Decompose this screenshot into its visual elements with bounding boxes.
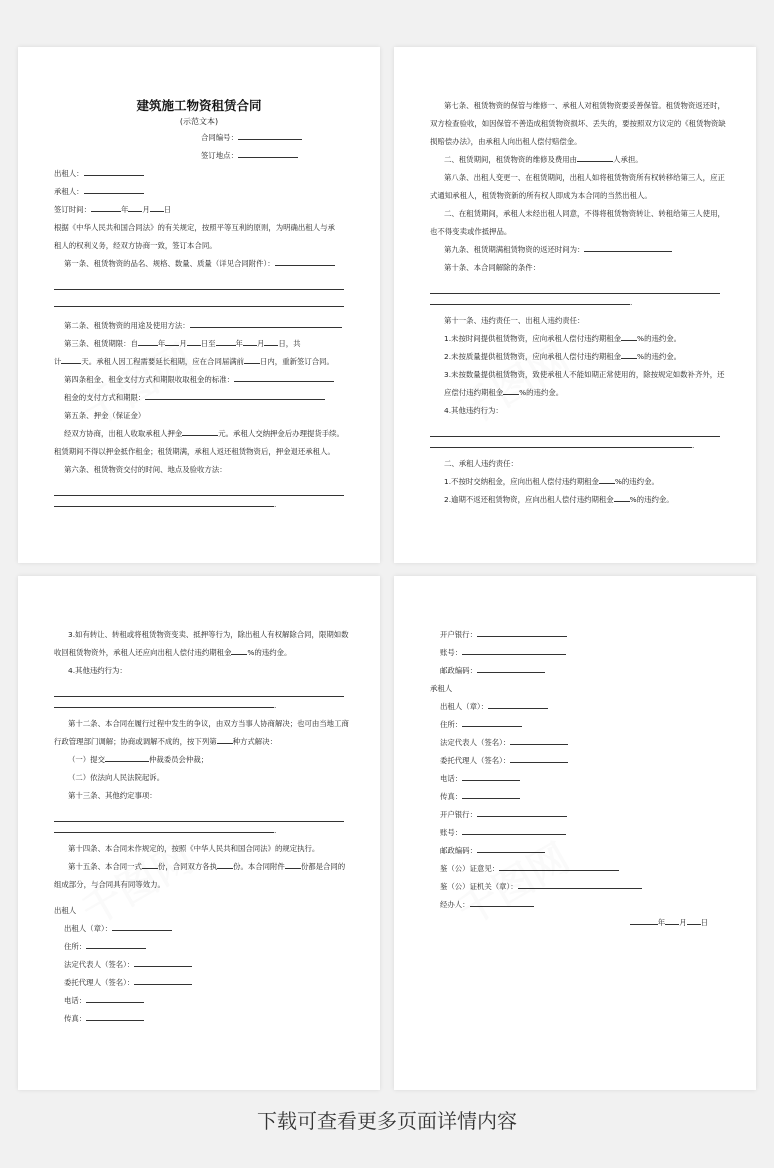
notary-office-field: 鉴（公）证机关（章）： xyxy=(430,878,720,896)
contract-subtitle: (示范文本) xyxy=(179,117,219,126)
article-13: 第十三条、其他约定事项： xyxy=(68,791,157,800)
article-3: 第三条、租赁期限：自 年 月 日至 年 月 日，共 xyxy=(54,335,344,353)
blank-line xyxy=(54,805,344,822)
article-12-line-2: 行政管理部门调解；协商或调解不成的，按下列第 种方式解决： xyxy=(54,733,344,751)
lessor-address-field: 住所： xyxy=(54,938,344,956)
blank-line-end: . xyxy=(54,496,344,514)
blank-line xyxy=(54,479,344,496)
lessee-postcode-field: 邮政编码： xyxy=(430,842,720,860)
contract-no-field: 合同编号： xyxy=(54,129,344,147)
sign-time-field: 签订时间： 年 月 日 xyxy=(54,201,344,219)
lessee-field: 承租人： xyxy=(54,183,344,201)
lessor-phone-field: 电话： xyxy=(54,992,344,1010)
blank-line xyxy=(430,277,720,294)
article-15-line-2: 组成部分，与合同具有同等效力。 xyxy=(54,880,165,889)
blank-line-end: . xyxy=(54,822,344,840)
lessor-seal-field: 出租人（章）： xyxy=(54,920,344,938)
breach-item-3-cont: 应偿付违约期租金 %的违约金。 xyxy=(430,384,720,402)
notary-opinion-field: 鉴（公）证意见： xyxy=(430,860,720,878)
article-15: 第十五条、本合同一式 份，合同双方各执 份。本合同附件 份都是合同的 xyxy=(54,858,344,876)
article-4: 第四条租金、租金支付方式和期限收取租金的标准： xyxy=(54,371,344,389)
lessor-agent-field: 委托代理人（签名）： xyxy=(54,974,344,992)
sign-date: 年 月 日 xyxy=(430,914,720,932)
lessee-legal-rep-field: 法定代表人（签名）： xyxy=(430,734,720,752)
lessee-bank-field: 开户银行： xyxy=(430,806,720,824)
blank-line xyxy=(54,273,344,290)
download-hint: 下载可查看更多页面详情内容 xyxy=(257,1109,517,1133)
breach-item-4: 4.其他违约行为： xyxy=(444,406,503,415)
contract-page-1 xyxy=(18,47,380,563)
article-6: 第六条、租赁物资交付的时间、地点及验收方法： xyxy=(64,465,227,474)
article-9: 第九条、租赁期满租赁物资的返还时间为： xyxy=(430,241,720,259)
article-7-line-2: 双方检查验收，如因保管不善造成租赁物资损坏、丢失的，要按照双方议定的《租赁物资缺 xyxy=(430,119,726,128)
article-4-payment: 租金的支付方式和期限： xyxy=(54,389,344,407)
lessor-legal-rep-field: 法定代表人（签名）： xyxy=(54,956,344,974)
breach-item-3: 3.未按数量提供租赁物资，致使承租人不能如期正常使用的，除按规定如数补齐外，还 xyxy=(444,370,725,379)
article-7: 第七条、租赁物资的保管与维修一、承租人对租赁物资要妥善保管。租赁物资返还时， xyxy=(444,101,725,110)
article-1: 第一条、租赁物资的品名、规格、数量、质量（详见合同附件）： xyxy=(54,255,344,273)
blank-line xyxy=(54,680,344,697)
article-5: 第五条、押金（保证金） xyxy=(64,411,146,420)
blank-line-end: . xyxy=(430,294,720,312)
article-7-line-3: 损赔偿办法》，由承租人向出租人偿付赔偿金。 xyxy=(430,137,582,146)
article-14: 第十四条、本合同未作规定的，按照《中华人民共和国合同法》的规定执行。 xyxy=(68,844,320,853)
breach-item-1: 1.未按时间提供租赁物资，应向承租人偿付违约期租金 %的违约金。 xyxy=(430,330,720,348)
blank-line-end: . xyxy=(54,697,344,715)
intro-line-2: 租人的权利义务，经双方协商一致，签订本合同。 xyxy=(54,241,217,250)
article-12: 第十二条、本合同在履行过程中发生的争议，由双方当事人协商解决；也可由当地工商 xyxy=(68,719,349,728)
breach-item-2: 2.未按质量提供租赁物资，应向承租人偿付违约期租金 %的违约金。 xyxy=(430,348,720,366)
article-8-2-line-2: 也不得变卖或作抵押品。 xyxy=(430,227,512,236)
lessee-fax-field: 传真： xyxy=(430,788,720,806)
dispute-option-2: （二）依法向人民法院起诉。 xyxy=(68,773,165,782)
blank-line-end: . xyxy=(430,437,720,455)
article-8: 第八条、出租人变更一、在租赁期间，出租人如将租赁物资所有权转移给第三人，应正 xyxy=(444,173,725,182)
lessee-address-field: 住所： xyxy=(430,716,720,734)
article-5-para-1: 经双方协商，出租人收取承租人押金 元。承租人交纳押金后办理提货手续。 xyxy=(54,425,344,443)
blank-line xyxy=(54,290,344,307)
article-2: 第二条、租赁物资的用途及使用方法： xyxy=(54,317,344,335)
lessee-agent-field: 委托代理人（签名）： xyxy=(430,752,720,770)
article-11: 第十一条、违约责任一、出租人违约责任： xyxy=(444,316,585,325)
lessee-phone-field: 电话： xyxy=(430,770,720,788)
lessee-account-field: 账号： xyxy=(430,824,720,842)
lessee-seal-field: 出租人（章）： xyxy=(430,698,720,716)
contract-page-4 xyxy=(394,576,756,1090)
lessor-field: 出租人： xyxy=(54,165,344,183)
lessor-postcode-field: 邮政编码： xyxy=(430,662,720,680)
handler-field: 经办人： xyxy=(430,896,720,914)
contract-page-2 xyxy=(394,47,756,563)
article-8-2: 二、在租赁期间，承租人未经出租人同意，不得将租赁物资转让、转租给第三人使用， xyxy=(444,209,725,218)
lessor-bank-field: 开户银行： xyxy=(430,626,720,644)
breach-item-4b: 4.其他违约行为： xyxy=(68,666,127,675)
lessee-breach-2: 2.逾期不返还租赁物资，应向出租人偿付违约期租金 %的违约金。 xyxy=(430,491,720,509)
lessee-breach-heading: 二、承租人违约责任： xyxy=(444,459,518,468)
article-5-para-2: 租赁期间不得以押金抵作租金；租赁期满，承租人返还租赁物资后，押金退还承租人。 xyxy=(54,447,335,456)
dispute-option-1: （一）提交 仲裁委员会仲裁； xyxy=(54,751,344,769)
breach-item-3b: 3.如有转让、转租或将租赁物资变卖、抵押等行为，除出租人有权解除合同，限期如数 xyxy=(68,630,349,639)
lessor-account-field: 账号： xyxy=(430,644,720,662)
article-7-2: 二、租赁期间，租赁物资的维修及费用由 人承担。 xyxy=(430,151,720,169)
contract-title: 建筑施工物资租赁合同 xyxy=(136,98,262,113)
article-10: 第十条、本合同解除的条件： xyxy=(444,263,541,272)
breach-item-3b-cont: 收回租赁物资外，承租人还应向出租人偿付违约期租金 %的违约金。 xyxy=(54,644,344,662)
lessee-heading: 承租人 xyxy=(430,684,453,693)
contract-page-3 xyxy=(18,576,380,1090)
lessee-breach-1: 1.不按时交纳租金，应向出租人偿付违约期租金 %的违约金。 xyxy=(430,473,720,491)
sign-place-field: 签订地点： xyxy=(54,147,344,165)
article-3-cont: 计 天。承租人因工程需要延长租期，应在合同届满前 日内，重新签订合同。 xyxy=(54,353,344,371)
intro-line-1: 根据《中华人民共和国合同法》的有关规定，按照平等互利的原则，为明确出租人与承 xyxy=(54,223,335,232)
article-8-line-2: 式通知承租人，租赁物资新的所有权人即成为本合同的当然出租人。 xyxy=(430,191,652,200)
lessor-heading: 出租人 xyxy=(54,906,77,915)
blank-line xyxy=(430,420,720,437)
lessor-fax-field: 传真： xyxy=(54,1010,344,1028)
